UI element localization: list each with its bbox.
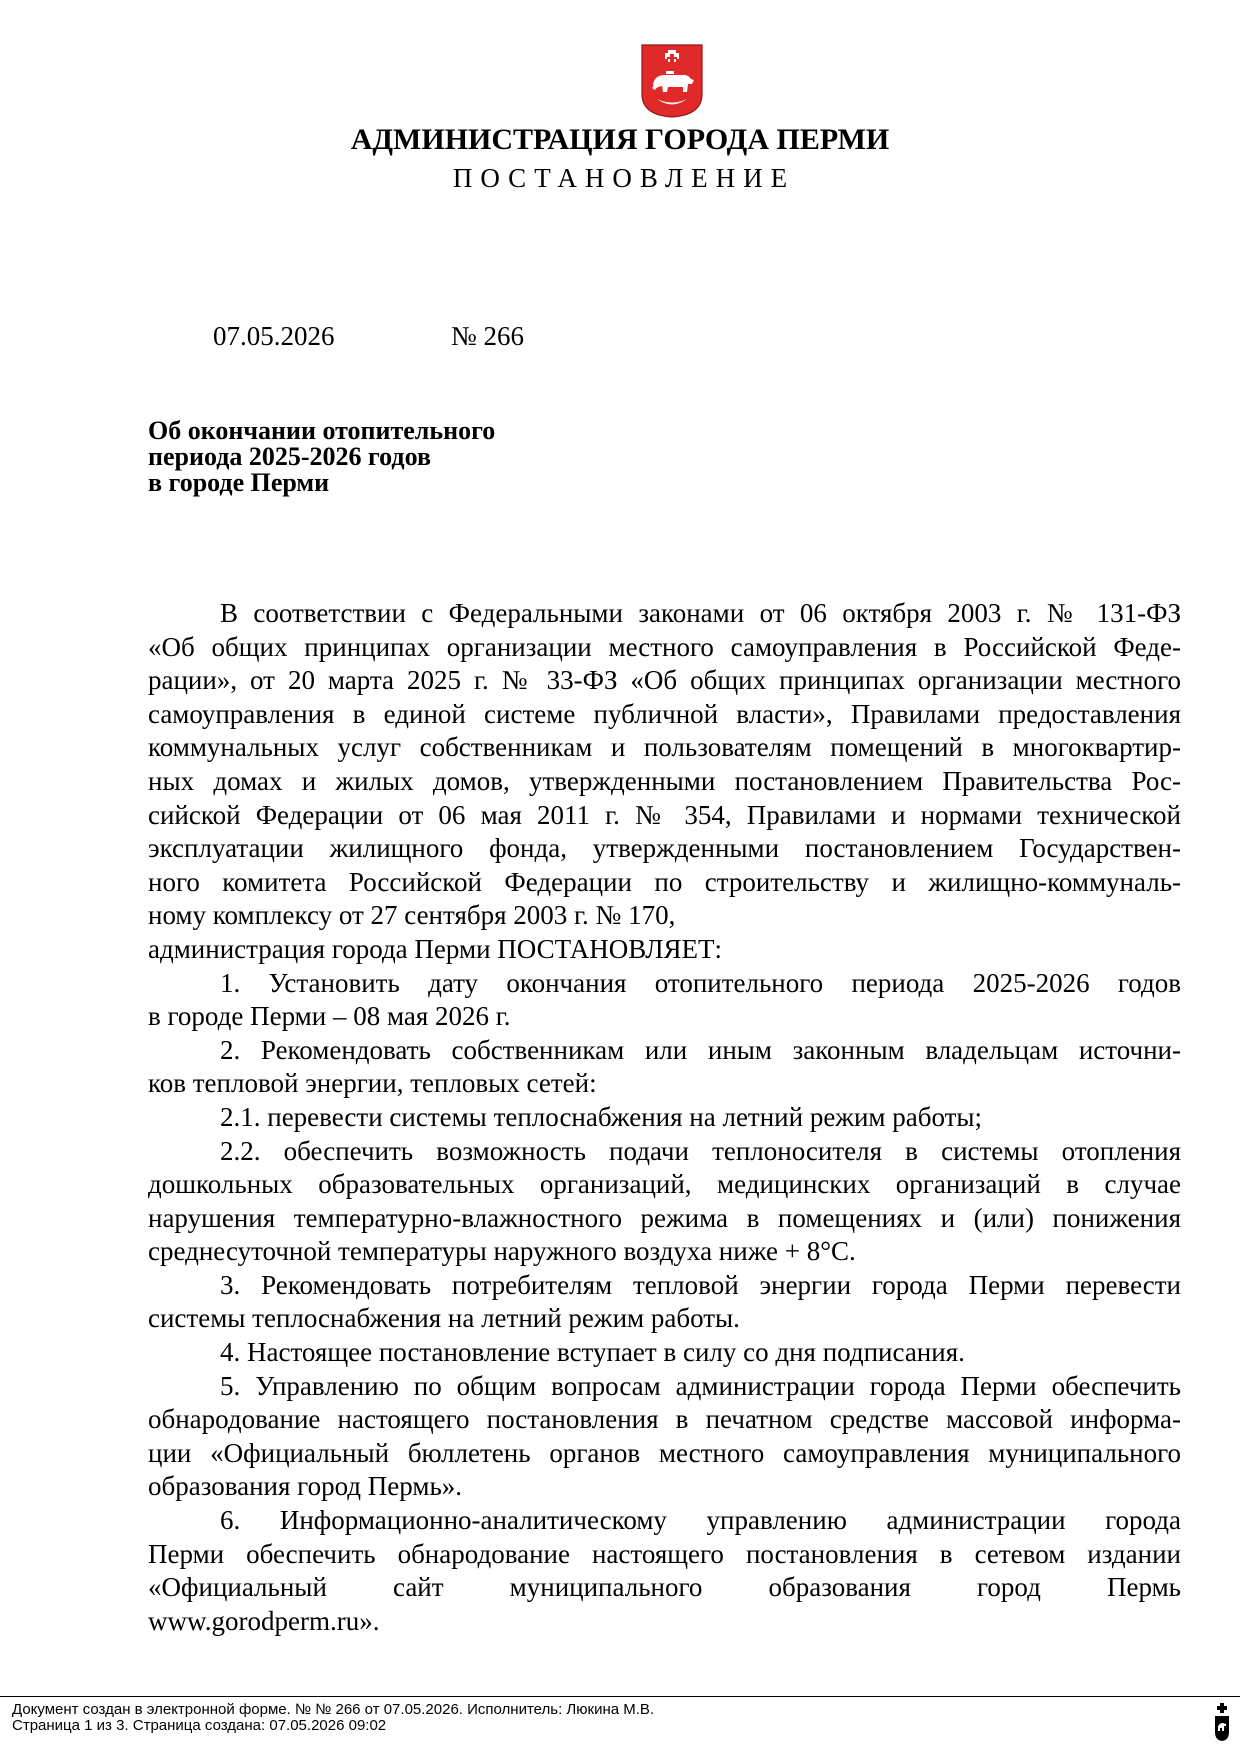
document-number: № 266 [451, 321, 525, 351]
body-line: ных домах и жилых домов, утвержденными постановлением Правительства Рос- [148, 765, 1181, 796]
body-line: среднесуточной температуры наружного воздуха ниже + 8°С. [148, 1236, 856, 1267]
body-line: ции «Официальный бюллетень органов местного самоуправления муниципального [148, 1437, 1181, 1468]
subject-line: Об окончании отопительного [148, 416, 496, 445]
organization-name: АДМИНИСТРАЦИЯ ГОРОДА ПЕРМИ [350, 123, 890, 156]
body-line: ного комитета Российской Федерации по строительству и жилищно-коммуналь- [148, 866, 1181, 897]
body-line: рации», от 20 марта 2025 г. № 33-ФЗ «Об общих принципах организации местного [148, 665, 1181, 696]
body-line: 2.1. перевести системы теплоснабжения на летний режим работы; [220, 1101, 983, 1132]
body-line: администрация города Перми ПОСТАНОВЛЯЕТ: [148, 933, 723, 964]
body-line: Перми обеспечить обнародование настоящего постановления в сетевом издании [148, 1538, 1181, 1569]
region-emblem-icon [1212, 1702, 1232, 1742]
document-type: ПОСТАНОВЛЕНИЕ [452, 163, 796, 193]
document-body [148, 597, 1181, 1638]
document-footer [12, 1702, 654, 1734]
body-line: эксплуатации жилищного фонда, утвержденными постановлением Государствен- [148, 833, 1181, 864]
footer-divider [0, 1696, 1240, 1697]
body-line: www.gorodperm.ru». [148, 1605, 380, 1636]
body-line: в городе Перми – 08 мая 2026 г. [148, 1001, 511, 1032]
body-line: сийской Федерации от 06 мая 2011 г. № 354, Правилами и нормами технической [148, 799, 1181, 830]
perm-coat-of-arms-icon [641, 44, 703, 118]
body-line: 5. Управлению по общим вопросам администрации города Перми обеспечить [220, 1370, 1181, 1401]
body-line: образования город Пермь». [148, 1471, 463, 1502]
body-line: В соответствии с Федеральными законами от 06 октября 2003 г. № 131-ФЗ [220, 598, 1181, 628]
body-line: ному комплексу от 27 сентября 2003 г. № 170, [148, 900, 676, 931]
body-line: нарушения температурно-влажностного режима в помещениях и (или) понижения [148, 1202, 1181, 1233]
body-line: «Об общих принципах организации местного самоуправления в Российской Феде- [148, 631, 1181, 662]
body-line: «Официальный сайт муниципального образования город Пермь [148, 1572, 1181, 1603]
body-line: 3. Рекомендовать потребителям тепловой энергии города Перми перевести [220, 1269, 1181, 1300]
body-line: дошкольных образовательных организаций, медицинских организаций в случае [148, 1169, 1181, 1200]
body-line: 4. Настоящее постановление вступает в силу со дня подписания. [220, 1337, 965, 1368]
body-line: 2.2. обеспечить возможность подачи теплоносителя в системы отопления [220, 1135, 1181, 1166]
document-date: 07.05.2026 [213, 321, 335, 351]
subject-line: в городе Перми [148, 468, 330, 497]
document-subject [148, 418, 748, 496]
footer-line-page: Страница 1 из 3. Страница создана: 07.05.2026 09:02 [12, 1717, 387, 1734]
body-line: коммунальных услуг собственникам и пользователям помещений в многоквартир- [148, 732, 1181, 763]
body-line: самоуправления в единой системе публичной власти», Правилами предоставления [148, 698, 1181, 729]
body-line: обнародование настоящего постановления в печатном средстве массовой информа- [148, 1404, 1181, 1435]
body-line: системы теплоснабжения на летний режим работы. [148, 1303, 740, 1334]
body-line: 1. Установить дату окончания отопительного периода 2025-2026 годов [220, 967, 1181, 998]
footer-line-creation: Документ создан в электронной форме. № № 266 от 07.05.2026. Исполнитель: Люкина М.В. [12, 1701, 655, 1718]
body-line: ков тепловой энергии, тепловых сетей: [148, 1068, 597, 1099]
body-line: 6. Информационно-аналитическому управлению администрации города [220, 1505, 1181, 1536]
body-line: 2. Рекомендовать собственникам или иным законным владельцам источни- [220, 1034, 1181, 1065]
subject-line: периода 2025-2026 годов [148, 442, 431, 471]
